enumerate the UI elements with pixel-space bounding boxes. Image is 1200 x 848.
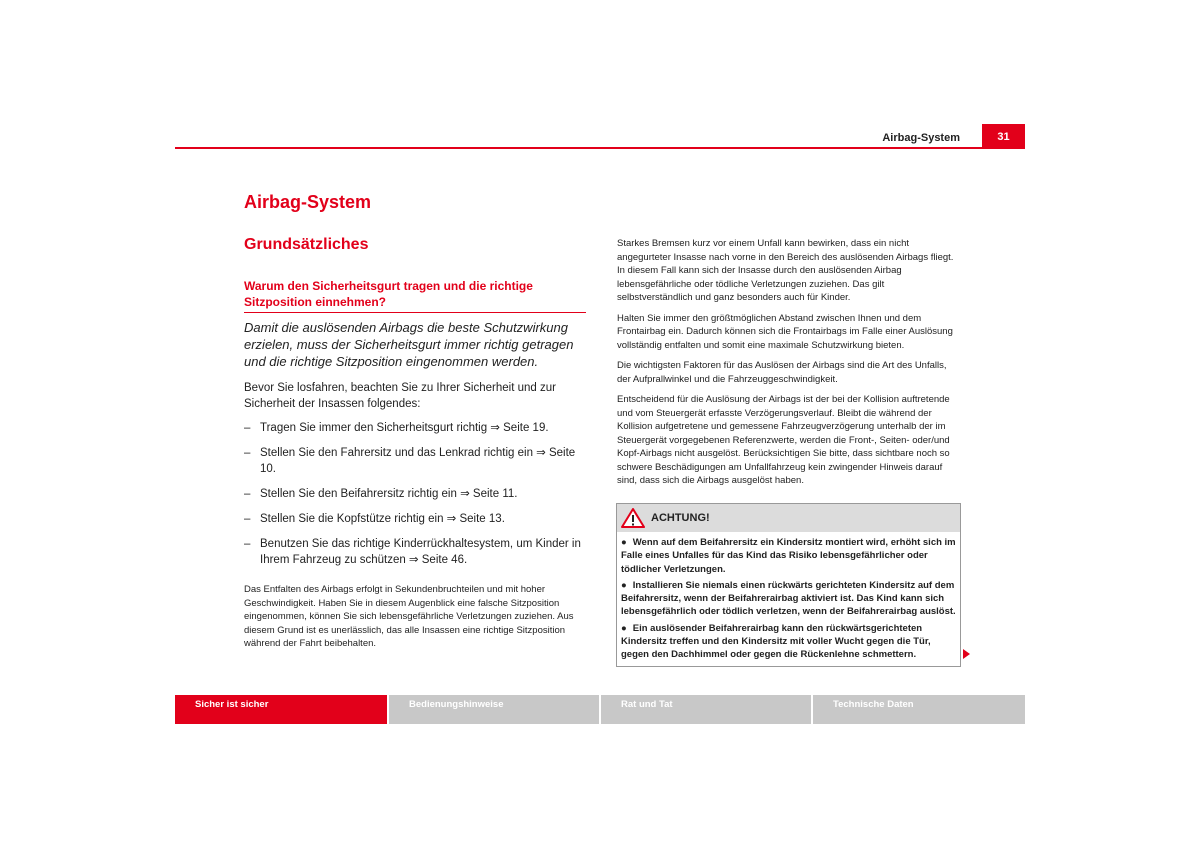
warning-body [617, 532, 960, 662]
right-column [617, 237, 959, 495]
warning-item [621, 536, 956, 576]
warning-item [621, 622, 956, 662]
bullet-icon: ● [621, 537, 627, 548]
chapter-title: Airbag-System [244, 192, 372, 212]
section-title: Grundsätzliches [244, 236, 369, 253]
list-item [244, 486, 589, 502]
warning-triangle-icon [621, 507, 645, 529]
nav-tab-technische-daten[interactable]: Technische Daten [813, 695, 1025, 724]
body-paragraph: Bevor Sie losfahren, beachten Sie zu Ihrer Sicherheit und zur Sicherheit der Insassen folgendes: [244, 382, 556, 410]
list-item-text: Stellen Sie den Beifahrersitz richtig ein ⇒ Seite 11. [260, 488, 518, 500]
list-dash: – [244, 422, 251, 434]
list-item-text: Benutzen Sie das richtige Kinderrückhaltesystem, um Kinder in Ihrem Fahrzeug zu schützen ⇒ Seite 46. [260, 538, 581, 566]
warning-title: ACHTUNG! [651, 512, 710, 524]
bullet-icon: ● [621, 579, 627, 591]
bullet-icon: ● [621, 622, 627, 634]
list-dash: – [244, 488, 251, 500]
list-item-text: Stellen Sie die Kopfstütze richtig ein ⇒ Seite 13. [260, 513, 505, 525]
list-item [244, 511, 589, 527]
nav-tab-rat-und-tat[interactable]: Rat und Tat [601, 695, 811, 724]
list-dash: – [244, 447, 251, 459]
list-dash: – [244, 513, 251, 525]
continue-arrow-icon [963, 649, 970, 659]
list-item-text: Stellen Sie den Fahrersitz und das Lenkrad richtig ein ⇒ Seite 10. [260, 447, 576, 475]
nav-tab-bedienungshinweise[interactable]: Bedienungshinweise [389, 695, 599, 724]
list-item [244, 536, 589, 568]
warning-header [617, 504, 960, 532]
paragraph: Halten Sie immer den größtmöglichen Abstand zwischen Ihnen und dem Frontairbag ein. Dadurch können sich die Frontairbags im Falle einer Auslösung vollständig entfalten und somit eine maximale Schutzwirkung bieten. [617, 312, 953, 351]
page-number: 31 [982, 124, 1025, 149]
warning-item-text: Wenn auf dem Beifahrersitz ein Kindersitz montiert wird, erhöht sich im Falle eines Unfalles für das Kind das Risiko lebensgefährlicher oder tödlicher Verletzungen. [621, 537, 956, 575]
warning-box [616, 503, 961, 667]
paragraph: Entscheidend für die Auslösung der Airbags ist der bei der Kollision auftretende und vom Steuergerät erfasste Verzögerungsverlauf. Bleibt die während der Kollision aufgetretene und gemessene Fahrzeugverzögerung unterhalb der im Steuergerät vorgegebenen Referenzwerte, werden die Front-, Seiten- oder/und Kopf-Airbags nicht ausgelöst. Berücksichtigen Sie bitte, dass sichtbare noch so schwere Beschädigungen am Unfallfahrzeug kein zwingender Hinweis darauf sind, dass sich die Airbags ausgelöst haben. [617, 394, 950, 486]
checklist [244, 420, 589, 577]
paragraph: Die wichtigsten Faktoren für das Auslösen der Airbags sind die Art des Unfalls, der Aufprallwinkel und die Fahrzeuggeschwindigkeit. [617, 360, 947, 385]
warning-item-text: Ein auslösender Beifahrerairbag kann den rückwärtsgerichteten Kindersitz treffen und den Kindersitz mit voller Wucht gegen die Tür, gegen den Dachhimmel oder gegen die Rückenlehne schmettern. [621, 622, 931, 661]
chapter-nav [175, 695, 1025, 724]
running-header-title: Airbag-System [882, 132, 960, 144]
paragraph: Starkes Bremsen kurz vor einem Unfall kann bewirken, dass ein nicht angegurteter Insasse nach vorne in den Bereich des auslösenden Airbags fliegt. In diesem Fall kann sich der Insasse durch den auslösenden Airbag lebensgefährliche oder tödliche Verletzungen zuziehen. Das gilt selbstverständlich und ganz besonders auch für Kinder. [617, 238, 954, 303]
list-item-text: Tragen Sie immer den Sicherheitsgurt richtig ⇒ Seite 19. [260, 422, 549, 434]
header-rule [175, 147, 1025, 149]
intro-paragraph: Damit die auslösenden Airbags die beste Schutzwirkung erzielen, muss der Sicherheitsgurt immer richtig getragen und die richtige Sitzposition eingenommen werden. [244, 320, 574, 369]
subsection-title: Warum den Sicherheitsgurt tragen und die richtige Sitzposition einnehmen? [244, 278, 586, 313]
list-item [244, 445, 589, 477]
nav-tab-sicher-ist-sicher[interactable]: Sicher ist sicher [175, 695, 387, 724]
note-paragraph: Das Entfalten des Airbags erfolgt in Sekundenbruchteilen und mit hoher Geschwindigkeit. Haben Sie in diesem Augenblick eine falsche Sitzposition eingenommen, können Sie sich lebensgefährliche Verletzungen zuziehen. Aus diesem Grund ist es unerlässlich, das alle Insassen eine richtige Sitzposition während der Fahrt beibehalten. [244, 584, 574, 649]
list-dash: – [244, 538, 251, 550]
list-item [244, 420, 589, 436]
warning-item [621, 579, 956, 619]
warning-item-text: Installieren Sie niemals einen rückwärts gerichteten Kindersitz auf dem Beifahrersitz, wenn der Beifahrerairbag aktiviert ist. Das Kind kann sich lebensgefährlich oder tödlich verletzen, wenn der Beifahrerairbag auslöst. [621, 579, 956, 618]
